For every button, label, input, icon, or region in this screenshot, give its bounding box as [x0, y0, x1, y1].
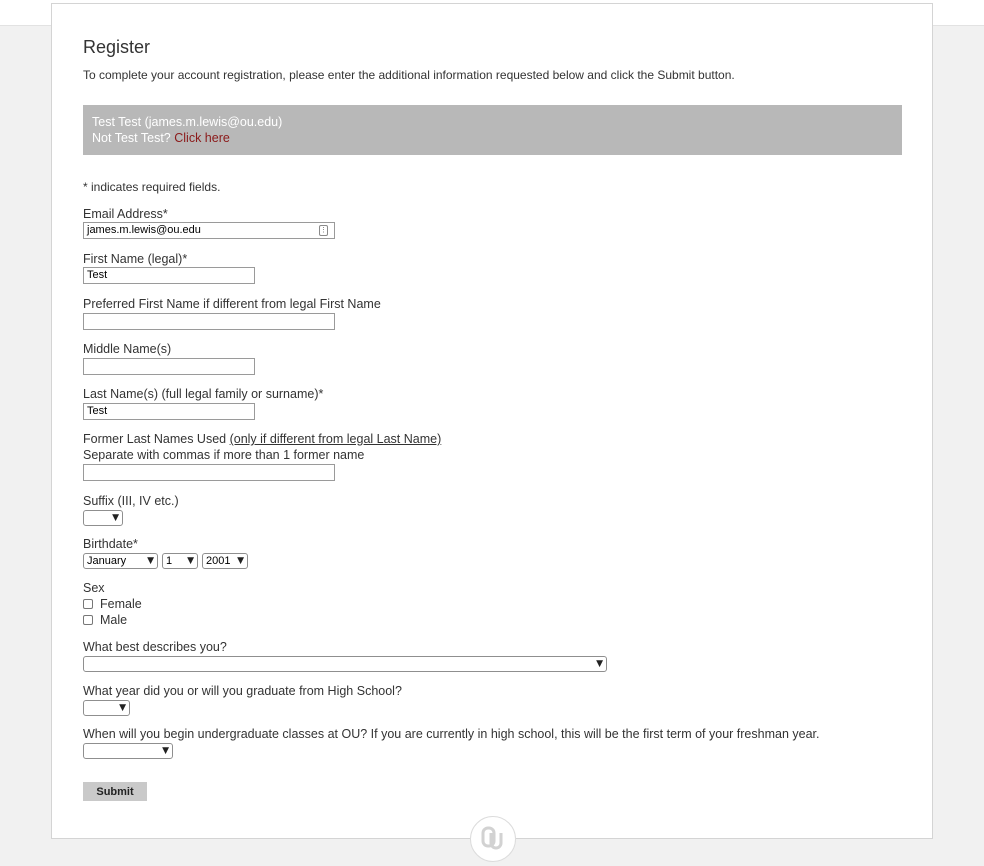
- submit-button[interactable]: Submit: [83, 782, 147, 801]
- email-value: james.m.lewis@ou.edu: [87, 224, 201, 236]
- suffix-label: Suffix (III, IV etc.): [83, 494, 179, 508]
- preferred-name-label: Preferred First Name if different from legal First Name: [83, 297, 381, 311]
- email-label: Email Address*: [83, 207, 168, 221]
- chevron-down-icon: ▼: [162, 746, 169, 756]
- birth-year-value: 2001: [206, 555, 231, 567]
- middle-name-field[interactable]: [83, 358, 255, 375]
- birth-day-value: 1: [166, 555, 173, 567]
- user-info-box: [83, 105, 902, 155]
- chevron-down-icon: ▼: [147, 556, 154, 566]
- birth-month-value: January: [87, 555, 127, 567]
- user-identity: Test Test (james.m.lewis@ou.edu): [92, 115, 283, 129]
- email-field[interactable]: [83, 222, 335, 239]
- keychain-icon[interactable]: ⋮: [320, 227, 327, 234]
- first-name-value: Test: [87, 269, 108, 281]
- male-label: Male: [100, 613, 128, 627]
- preferred-name-field[interactable]: [83, 313, 335, 330]
- former-names-note: Separate with commas if more than 1 former name: [83, 448, 365, 462]
- chevron-down-icon: ▼: [237, 556, 244, 566]
- register-card: [51, 3, 933, 839]
- birthdate-label: Birthdate*: [83, 537, 138, 551]
- suffix-select[interactable]: [83, 510, 123, 526]
- ou-logo-icon-svg: [471, 817, 515, 861]
- first-name-label: First Name (legal)*: [83, 252, 188, 266]
- former-names-label-link[interactable]: (only if different from legal Last Name): [229, 432, 442, 446]
- former-names-label-text: Former Last Names Used: [83, 432, 227, 446]
- birth-year-select[interactable]: [202, 553, 248, 569]
- female-checkbox[interactable]: [83, 599, 93, 609]
- hs-grad-select[interactable]: [83, 700, 130, 716]
- chevron-down-icon: ▼: [119, 703, 126, 713]
- former-names-field[interactable]: [83, 464, 335, 481]
- ou-logo-icon: [470, 816, 516, 862]
- middle-name-label: Middle Name(s): [83, 342, 172, 356]
- birth-month-select[interactable]: [83, 553, 158, 569]
- former-names-label: [83, 432, 441, 446]
- intro-text: To complete your account registration, please enter the additional information requested below and click the Submit button.: [83, 68, 735, 82]
- last-name-label: Last Name(s) (full legal family or surname)*: [83, 387, 324, 401]
- describes-select[interactable]: [83, 656, 607, 672]
- describes-label: What best describes you?: [83, 640, 227, 654]
- chevron-down-icon: ▼: [596, 659, 603, 669]
- last-name-field[interactable]: [83, 403, 255, 420]
- hs-grad-label: What year did you or will you graduate from High School?: [83, 684, 402, 698]
- not-user-text: Not Test Test?: [92, 131, 171, 145]
- birth-day-select[interactable]: [162, 553, 198, 569]
- begin-term-label: When will you begin undergraduate classes at OU? If you are currently in high school, this will be the first term of your freshman year.: [83, 727, 820, 741]
- sex-label: Sex: [83, 581, 105, 595]
- required-note: * indicates required fields.: [83, 180, 221, 194]
- page-title: Register: [83, 37, 151, 57]
- click-here-link[interactable]: Click here: [174, 131, 230, 145]
- chevron-down-icon: ▼: [187, 556, 194, 566]
- last-name-value: Test: [87, 405, 108, 417]
- begin-term-select[interactable]: [83, 743, 173, 759]
- first-name-field[interactable]: [83, 267, 255, 284]
- male-checkbox[interactable]: [83, 615, 93, 625]
- female-label: Female: [100, 597, 142, 611]
- chevron-down-icon: ▼: [112, 513, 119, 523]
